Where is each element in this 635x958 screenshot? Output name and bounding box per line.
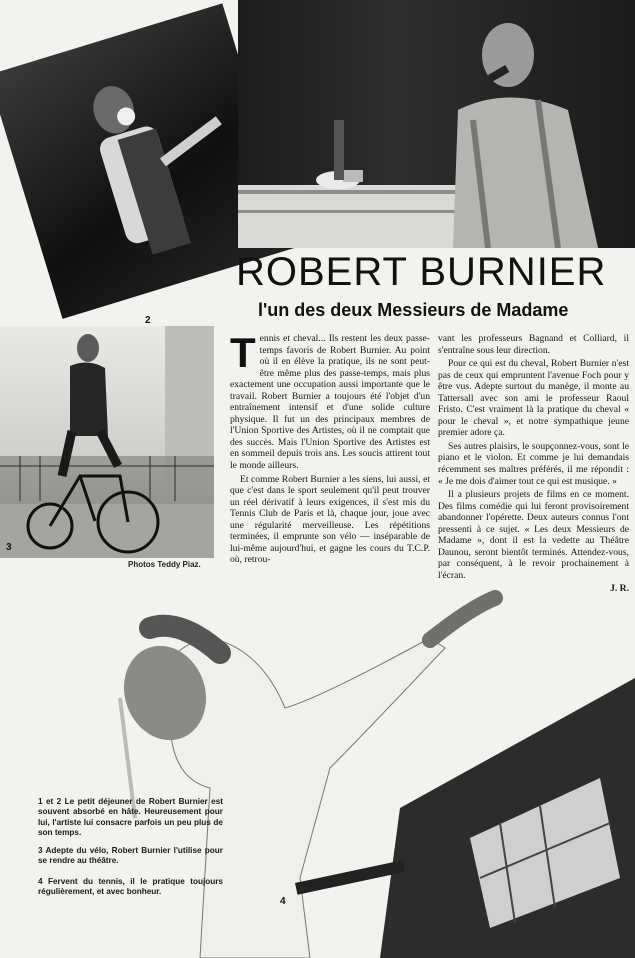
caption-photo-3: 3 Adepte du vélo, Robert Burnier l'utilise pour se rendre au théâtre. bbox=[38, 846, 223, 866]
photo-number-3: 3 bbox=[6, 542, 12, 553]
photo-tennis bbox=[0, 578, 635, 958]
photo-bicycle-figure bbox=[0, 326, 214, 558]
article-subtitle: l'un des deux Messieurs de Madame bbox=[258, 300, 569, 320]
caption-photo-4: 4 Fervent du tennis, il le pratique toujours régulièrement, et avec bonheur. bbox=[38, 877, 223, 897]
article-paragraph: vant les professeurs Bagnand et Colliard, il s'entraîne sous leur direction. bbox=[438, 333, 629, 356]
article-column-2 bbox=[438, 333, 629, 595]
photo-number-4: 4 bbox=[280, 896, 286, 907]
article-paragraph: Il a plusieurs projets de films en ce moment. Des films comédie qui lui feront provisoirement abandonner l'opérette. Deux auteurs connus l'ont pressenti à ce sujet. « Les deux Messieurs de Madame », dont il est la vedette au Théâtre Daunou, seront bientôt terminés. Attendez-vous, par conséquent, à le revoir prochainement à l'écran. bbox=[438, 489, 629, 581]
article-paragraph: Ses autres plaisirs, le soupçonnez-vous, sont le piano et le violon. Et comme je lui demandais récemment ses maîtres préférés, il me répondit : « Je me dois d'aimer tout ce qui est musique. » bbox=[438, 440, 629, 487]
photo-telephone bbox=[238, 0, 635, 248]
article-paragraph-text: ennis et cheval... Ils restent les deux passe-temps favoris de Robert Burnier. Au point où il en élève la pratique, ils ne sont peut-être même plus des passe-temps, mais plus exactement une occupation aussi importante que le travail. Robert Burnier a toujours été l'objet d'un entraînement intensif et d'une solide culture physique. Il fut un des principaux membres de l'Union Sportive des Artistes, où il ne comptait que des succès. Mais l'Union Sportive des Artistes est en sommeil depuis trois ans. Les soucis attirent tout le monde ailleurs. bbox=[230, 333, 430, 472]
author-signature: J. R. bbox=[610, 583, 629, 595]
photo-bicycle bbox=[0, 326, 214, 558]
article-headline: ROBERT BURNIER bbox=[236, 250, 607, 294]
photo-tennis-figure bbox=[0, 578, 635, 958]
photo-number-2: 2 bbox=[145, 315, 151, 326]
caption-photos-1-2: 1 et 2 Le petit déjeuner de Robert Burnier est souvent absorbé en hâte. Heureusement pour lui, l'artiste lui consacre parfois un peu plus de son temps. bbox=[38, 797, 223, 838]
drop-cap: T bbox=[230, 329, 256, 376]
article-paragraph: Pour ce qui est du cheval, Robert Burnier n'est pas de ceux qui empruntent l'avenue Foch pour y être vus. Adepte surtout du manège, il monte au Tattersall avec son ami le professeur Raoul Fristo. C'est vraiment là la pratique du cheval « pour le cheval », et notre sympathique jeune premier adore ça. bbox=[438, 358, 629, 439]
photo-credit: Photos Teddy Piaz. bbox=[128, 560, 201, 569]
article-paragraph bbox=[230, 329, 430, 472]
photo-telephone-figure bbox=[238, 0, 635, 248]
article-paragraph: Et comme Robert Burnier a les siens, lui aussi, et que c'est dans le sport seulement qu'il peut trouver un réel dérivatif à leurs exigences, il s'est mis du Tennis Club de Paris et là, chaque jour, joue avec une régularité merveilleuse. Les répétitions terminées, il emprunte son vélo — inséparable de lui-même aujourd'hui, et gagne les cours du T.C.P. où, retrou- bbox=[230, 473, 430, 566]
article-column-1 bbox=[230, 329, 430, 568]
